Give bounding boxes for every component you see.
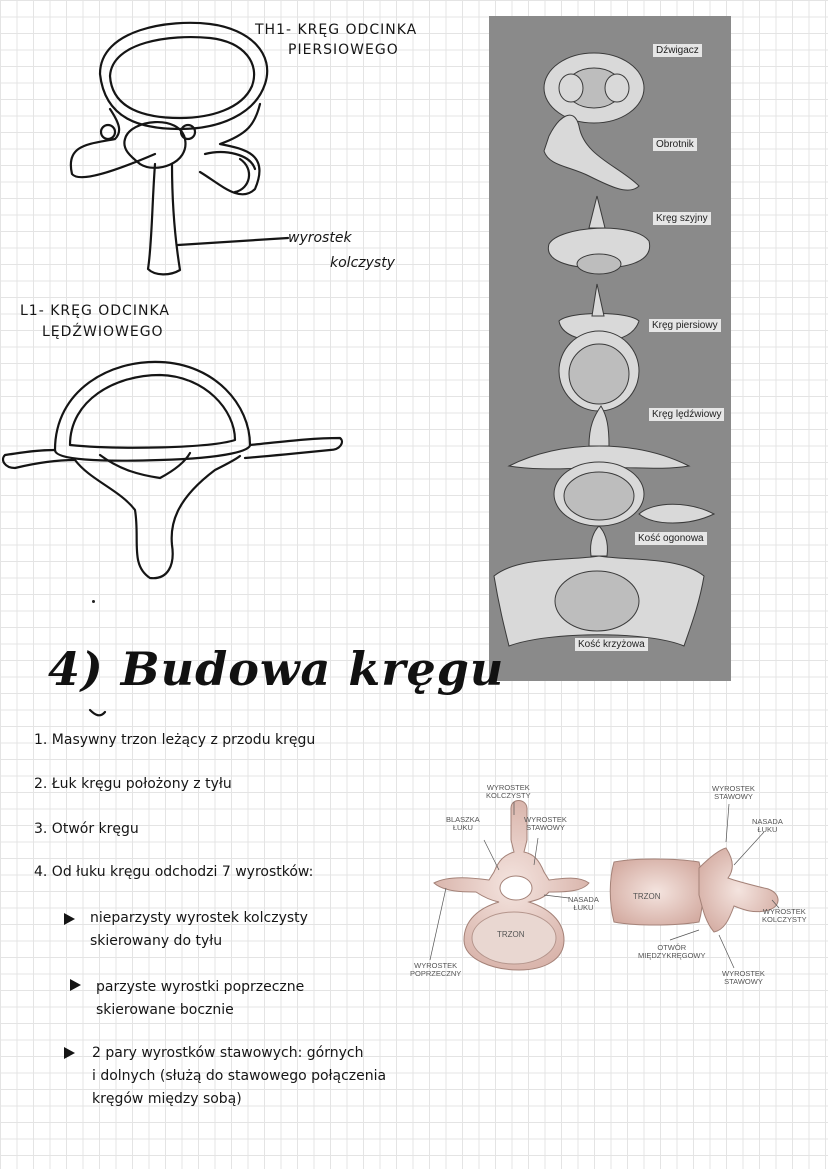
- diag-label-pedicle-right: NASADA ŁUKU: [752, 817, 783, 834]
- vertebrae-photo: [489, 16, 731, 681]
- diag-label-articular-bottom: WYROSTEK STAWOWY: [722, 969, 765, 986]
- th1-title-line2: PIERSIOWEGO: [288, 42, 399, 58]
- th1-label-line1: wyrostek: [288, 230, 352, 246]
- diag-label-body-right: TRZON: [633, 892, 661, 901]
- th1-title-line1: TH1- KRĘG ODCINKA: [255, 22, 418, 38]
- l1-title-line2: LĘDŹWIOWEGO: [42, 324, 164, 340]
- stray-dot: [92, 600, 95, 603]
- th1-label-line2: kolczysty: [330, 255, 395, 271]
- th1-vertebra-sketch: [60, 14, 340, 294]
- diag-label-lamina: BLASZKA ŁUKU: [446, 815, 480, 832]
- diag-label-articular-top: WYROSTEK STAWOWY: [524, 815, 567, 832]
- photo-label-thoracic: Kręg piersiowy: [649, 319, 721, 332]
- list-item-1: 1. Masywny trzon leżący z przodu kręgu: [34, 732, 316, 748]
- bullet-3-line3: kręgów między sobą): [92, 1091, 242, 1107]
- photo-label-sacrum: Kość krzyżowa: [575, 638, 648, 651]
- section-title: 4) Budowa kręgu: [48, 642, 505, 696]
- bullet-3-line1: 2 pary wyrostków stawowych: górnych: [92, 1045, 364, 1061]
- bullet-1-line1: nieparzysty wyrostek kolczysty: [90, 910, 308, 926]
- diag-label-transverse: WYROSTEK POPRZECZNY: [410, 961, 462, 978]
- diag-label-pedicle-left: NASADA ŁUKU: [568, 895, 599, 912]
- bullet-icon: [64, 913, 75, 925]
- diag-label-spinous: WYROSTEK KOLCZYSTY: [486, 783, 531, 800]
- diag-label-body-left: TRZON: [497, 930, 525, 939]
- photo-label-lumbar: Kręg lędźwiowy: [649, 408, 724, 421]
- diag-label-spinous-right: WYROSTEK KOLCZYSTY: [762, 907, 807, 924]
- diag-label-foramen: OTWÓR MIĘDZYKRĘGOWY: [638, 943, 706, 960]
- bullet-icon: [70, 979, 81, 991]
- diag-label-articular-right-top: WYROSTEK STAWOWY: [712, 784, 755, 801]
- photo-label-axis: Obrotnik: [653, 138, 697, 151]
- list-item-4: 4. Od łuku kręgu odchodzi 7 wyrostków:: [34, 864, 314, 880]
- bullet-2-line1: parzyste wyrostki poprzeczne: [96, 979, 305, 995]
- bullet-3-line2: i dolnych (służą do stawowego połączenia: [92, 1068, 387, 1084]
- photo-label-cervical: Kręg szyjny: [653, 212, 711, 225]
- list-item-2: 2. Łuk kręgu położony z tyłu: [34, 776, 232, 792]
- l1-title-line1: L1- KRĘG ODCINKA: [20, 303, 170, 319]
- bullet-2-line2: skierowane bocznie: [96, 1002, 234, 1018]
- bullet-1-line2: skierowany do tyłu: [90, 933, 223, 949]
- th1-label-leader: [178, 230, 298, 250]
- list-item-3: 3. Otwór kręgu: [34, 821, 139, 837]
- l1-vertebra-sketch: [0, 350, 350, 590]
- photo-label-coccyx: Kość ogonowa: [635, 532, 707, 545]
- bullet-icon: [64, 1047, 75, 1059]
- title-underline: [90, 700, 210, 720]
- photo-label-atlas: Dźwigacz: [653, 44, 702, 57]
